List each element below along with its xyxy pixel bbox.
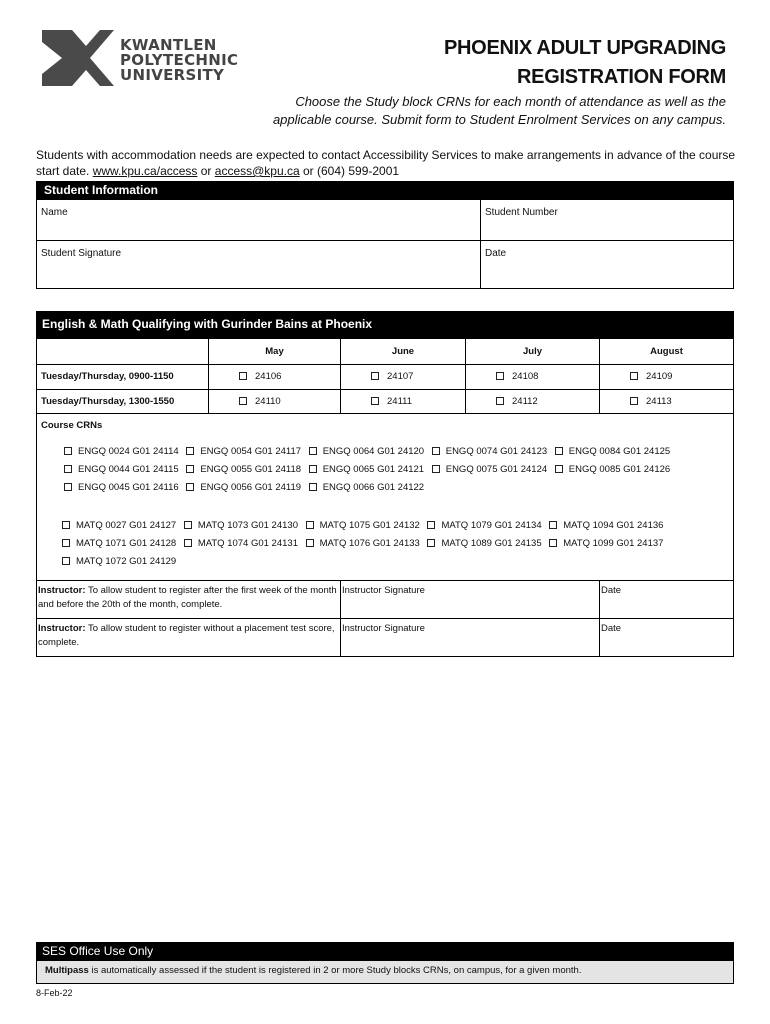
instructor-signature-label: Instructor Signature: [342, 623, 425, 634]
instructor-label: Instructor:: [38, 623, 86, 634]
month-header-august: August: [599, 338, 734, 365]
engq-row: [64, 482, 429, 493]
instructor-note-placement: [36, 618, 341, 657]
checkbox-icon[interactable]: [309, 447, 317, 455]
course-option[interactable]: MATQ 1089 G01 24135: [427, 538, 541, 549]
access-website-link[interactable]: www.kpu.ca/access: [92, 164, 198, 178]
matq-row: [62, 538, 668, 549]
checkbox-icon[interactable]: [427, 521, 435, 529]
qualifying-header: [36, 311, 734, 338]
form-title: [444, 34, 726, 92]
instructor-label: Instructor:: [38, 585, 86, 596]
checkbox-icon[interactable]: [62, 539, 70, 547]
checkbox-icon[interactable]: [549, 539, 557, 547]
course-option[interactable]: ENGQ 0084 G01 24125: [555, 446, 670, 457]
course-option[interactable]: ENGQ 0024 G01 24114: [64, 446, 179, 457]
checkbox-icon[interactable]: [64, 465, 72, 473]
month-header-june: June: [340, 338, 466, 365]
notice-text-1: Students with accommodation needs are expected to contact Accessibility Services to make arrangements in advance of the course start date.: [36, 148, 736, 178]
subtitle-line-1: Choose the Study block CRNs for each month of attendance as well as the: [295, 94, 726, 109]
crn-option[interactable]: 24106: [208, 364, 341, 390]
instructor-signature-label: Instructor Signature: [342, 585, 425, 596]
checkbox-icon[interactable]: [371, 397, 379, 405]
logo-line-2: POLYTECHNIC: [120, 51, 239, 69]
instructor-signature-field[interactable]: [340, 580, 600, 619]
subtitle-line-2: applicable course. Submit form to Student Enrolment Services on any campus.: [272, 112, 726, 127]
instructor-signature-field[interactable]: [340, 618, 600, 657]
form-title-line-2: REGISTRATION FORM: [517, 66, 726, 88]
kpu-logo-icon: [42, 30, 114, 86]
checkbox-icon[interactable]: [555, 447, 563, 455]
course-option[interactable]: ENGQ 0066 G01 24122: [309, 482, 424, 493]
student-info-title: Student Information: [44, 183, 158, 197]
checkbox-icon[interactable]: [309, 465, 317, 473]
checkbox-icon[interactable]: [309, 483, 317, 491]
checkbox-icon[interactable]: [630, 397, 638, 405]
checkbox-icon[interactable]: [306, 521, 314, 529]
checkbox-icon[interactable]: [186, 465, 194, 473]
month-header-may: May: [208, 338, 341, 365]
course-option[interactable]: MATQ 1094 G01 24136: [549, 520, 663, 531]
checkbox-icon[interactable]: [186, 447, 194, 455]
course-option[interactable]: ENGQ 0075 G01 24124: [432, 464, 547, 475]
multipass-note: is automatically assessed if the student is registered in 2 or more Study blocks CRNs, on campus, for a given month.: [88, 965, 582, 976]
checkbox-icon[interactable]: [496, 397, 504, 405]
name-field[interactable]: [41, 207, 477, 237]
name-label: Name: [41, 207, 68, 218]
checkbox-icon[interactable]: [306, 539, 314, 547]
instructor-note-text: To allow student to register after the first week of the month and before the 20th of the month, complete.: [38, 585, 337, 610]
course-option[interactable]: ENGQ 0065 G01 24121: [309, 464, 424, 475]
checkbox-icon[interactable]: [64, 447, 72, 455]
checkbox-icon[interactable]: [239, 372, 247, 380]
logo-line-3: UNIVERSITY: [120, 66, 225, 84]
course-option[interactable]: ENGQ 0045 G01 24116: [64, 482, 179, 493]
course-option[interactable]: MATQ 1076 G01 24133: [306, 538, 420, 549]
month-header-july: July: [465, 338, 600, 365]
matq-row: [62, 556, 181, 567]
form-title-line-1: PHOENIX ADULT UPGRADING: [444, 37, 726, 59]
student-signature-field[interactable]: [41, 248, 477, 284]
engq-row: [64, 446, 675, 457]
course-option[interactable]: MATQ 1075 G01 24132: [306, 520, 420, 531]
instructor-date-field[interactable]: [599, 580, 734, 619]
crn-option[interactable]: 24112: [465, 389, 600, 414]
checkbox-icon[interactable]: [555, 465, 563, 473]
instructor-note-late: [36, 580, 341, 619]
checkbox-icon[interactable]: [432, 447, 440, 455]
accommodation-notice: [36, 147, 746, 179]
checkbox-icon[interactable]: [630, 372, 638, 380]
checkbox-icon[interactable]: [62, 521, 70, 529]
form-subtitle: [273, 93, 726, 129]
student-signature-label: Student Signature: [41, 248, 122, 259]
course-option[interactable]: MATQ 1071 G01 24128: [62, 538, 176, 549]
checkbox-icon[interactable]: [427, 539, 435, 547]
instructor-date-field[interactable]: [599, 618, 734, 657]
crn-option[interactable]: 24108: [465, 364, 600, 390]
office-use-title: SES Office Use Only: [42, 944, 154, 958]
checkbox-icon[interactable]: [184, 521, 192, 529]
instructor-date-label: Date: [601, 585, 622, 596]
course-option[interactable]: ENGQ 0054 G01 24117: [186, 446, 301, 457]
checkbox-icon[interactable]: [64, 483, 72, 491]
course-option[interactable]: MATQ 1099 G01 24137: [549, 538, 663, 549]
multipass-label: Multipass: [45, 965, 89, 976]
course-option[interactable]: MATQ 0027 G01 24127: [62, 520, 176, 531]
schedule-row-label: Tuesday/Thursday, 1300-1550: [36, 389, 209, 414]
course-option[interactable]: ENGQ 0056 G01 24119: [186, 482, 301, 493]
notice-text-3: or (604) 599-2001: [299, 164, 400, 178]
checkbox-icon[interactable]: [496, 372, 504, 380]
logo-line-1: KWANTLEN: [120, 36, 217, 54]
qualifying-title: English & Math Qualifying with Gurinder Bains at Phoenix: [42, 317, 373, 331]
university-logo: [42, 30, 242, 86]
matq-row: [62, 520, 668, 531]
student-number-label: Student Number: [485, 207, 558, 218]
student-number-field[interactable]: [485, 207, 730, 237]
course-crns-label: Course CRNs: [41, 420, 103, 431]
engq-row: [64, 464, 675, 475]
crn-option[interactable]: 24111: [340, 389, 466, 414]
notice-text-2: or: [197, 164, 215, 178]
checkbox-icon[interactable]: [186, 483, 194, 491]
course-option[interactable]: ENGQ 0055 G01 24118: [186, 464, 301, 475]
instructor-note-text: To allow student to register without a placement test score, complete.: [38, 623, 335, 648]
course-option[interactable]: MATQ 1079 G01 24134: [427, 520, 541, 531]
access-email-link[interactable]: access@kpu.ca: [214, 164, 300, 178]
form-revision-date: 8-Feb-22: [36, 988, 73, 998]
student-info-header: [36, 181, 734, 199]
course-option[interactable]: ENGQ 0074 G01 24123: [432, 446, 547, 457]
course-option[interactable]: MATQ 1072 G01 24129: [62, 556, 176, 567]
course-option[interactable]: ENGQ 0064 G01 24120: [309, 446, 424, 457]
course-option[interactable]: MATQ 1073 G01 24130: [184, 520, 298, 531]
instructor-date-label: Date: [601, 623, 622, 634]
student-info-box: [36, 199, 734, 289]
checkbox-icon[interactable]: [432, 465, 440, 473]
checkbox-icon[interactable]: [62, 557, 70, 565]
office-use-note: [36, 960, 734, 984]
crn-option[interactable]: 24113: [599, 389, 734, 414]
crn-option[interactable]: 24109: [599, 364, 734, 390]
course-option[interactable]: ENGQ 0085 G01 24126: [555, 464, 670, 475]
checkbox-icon[interactable]: [549, 521, 557, 529]
schedule-row-label: Tuesday/Thursday, 0900-1150: [36, 364, 209, 390]
checkbox-icon[interactable]: [184, 539, 192, 547]
crn-option[interactable]: 24107: [340, 364, 466, 390]
course-option[interactable]: ENGQ 0044 G01 24115: [64, 464, 179, 475]
checkbox-icon[interactable]: [239, 397, 247, 405]
student-date-field[interactable]: [485, 248, 730, 284]
office-use-header: [36, 942, 734, 960]
checkbox-icon[interactable]: [371, 372, 379, 380]
student-date-label: Date: [485, 248, 507, 259]
crn-option[interactable]: 24110: [208, 389, 341, 414]
course-option[interactable]: MATQ 1074 G01 24131: [184, 538, 298, 549]
